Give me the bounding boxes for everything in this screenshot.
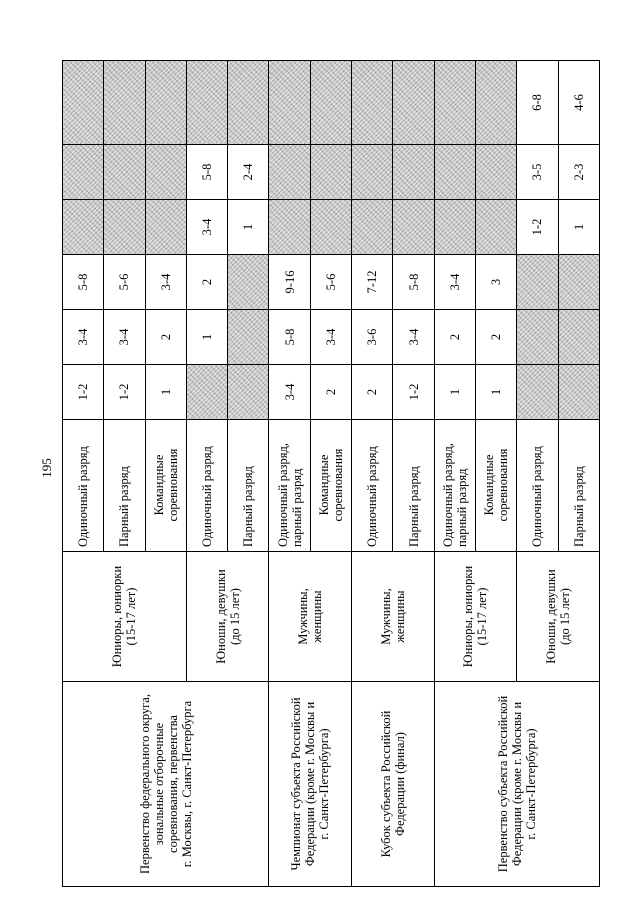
place-cell: 1	[558, 200, 599, 255]
age-group-line: Мужчины,	[378, 588, 393, 645]
place-cell: 2-4	[228, 145, 269, 200]
ranking-table	[62, 60, 600, 887]
place-cell	[310, 145, 351, 200]
discipline-cell	[517, 420, 558, 552]
age-group-line: женщины	[310, 590, 325, 643]
place-cell	[145, 61, 186, 145]
age-group-line: (до 15 лет)	[227, 588, 242, 645]
place-cell: 7-12	[352, 255, 393, 310]
place-cell	[228, 61, 269, 145]
competition-line: Первенство субъекта Российской	[495, 695, 510, 873]
table-row	[434, 61, 475, 887]
competition-cell	[434, 682, 599, 887]
discipline-line: Одиночный разряд,	[440, 443, 455, 547]
place-cell	[269, 200, 310, 255]
discipline-cell	[393, 420, 434, 552]
competition-line: Федерации (кроме г. Москвы и	[509, 701, 524, 867]
discipline-line: парный разряд	[289, 468, 304, 547]
competition-line: Кубок субъекта Российской	[378, 710, 393, 858]
discipline-cell	[145, 420, 186, 552]
place-cell	[475, 145, 516, 200]
discipline-line: Одиночный разряд	[76, 446, 91, 547]
place-cell: 1	[434, 365, 475, 420]
discipline-line: Одиночный разряд	[365, 446, 380, 547]
place-cell: 5-6	[104, 255, 145, 310]
discipline-line: Одиночный разряд	[530, 446, 545, 547]
place-cell	[475, 200, 516, 255]
discipline-line: соревнования	[330, 448, 345, 522]
discipline-line: Парный разряд	[241, 466, 256, 547]
competition-line: Федерации (финал)	[392, 732, 407, 836]
age-group-cell	[434, 552, 517, 682]
discipline-cell	[186, 420, 227, 552]
place-cell	[186, 365, 227, 420]
discipline-line: Парный разряд	[117, 466, 132, 547]
place-cell	[517, 310, 558, 365]
discipline-line: Командные	[482, 454, 497, 516]
place-cell	[63, 61, 104, 145]
place-cell: 1-2	[104, 365, 145, 420]
competition-line: Федерации (кроме г. Москвы и	[303, 701, 318, 867]
discipline-cell	[310, 420, 351, 552]
competition-line: Первенство федерального округа,	[137, 694, 152, 874]
discipline-line: Парный разряд	[406, 466, 421, 547]
competition-line: Чемпионат субъекта Российской	[289, 697, 304, 871]
table-container	[62, 61, 600, 887]
place-cell: 2	[186, 255, 227, 310]
place-cell	[269, 145, 310, 200]
discipline-cell	[558, 420, 599, 552]
place-cell: 5-8	[269, 310, 310, 365]
place-cell	[517, 255, 558, 310]
discipline-line: соревнования	[496, 448, 511, 522]
place-cell	[104, 200, 145, 255]
place-cell: 5-8	[186, 145, 227, 200]
age-group-line: женщины	[392, 590, 407, 643]
competition-line: г. Санкт-Петербурга)	[523, 728, 538, 840]
place-cell	[186, 61, 227, 145]
place-cell	[63, 200, 104, 255]
age-group-cell	[63, 552, 187, 682]
place-cell	[269, 61, 310, 145]
discipline-cell	[269, 420, 310, 552]
age-group-line: Юниоры, юниорки	[461, 565, 476, 668]
place-cell: 1-2	[517, 200, 558, 255]
table-row	[63, 61, 104, 887]
competition-cell	[269, 682, 352, 887]
place-cell: 1	[228, 200, 269, 255]
place-cell	[228, 310, 269, 365]
place-cell	[558, 310, 599, 365]
discipline-cell	[104, 420, 145, 552]
competition-cell	[63, 682, 269, 887]
table-row	[269, 61, 310, 887]
place-cell	[145, 200, 186, 255]
age-group-cell	[352, 552, 435, 682]
place-cell	[228, 255, 269, 310]
age-group-line: Юноши, девушки	[544, 569, 559, 664]
place-cell: 2	[434, 310, 475, 365]
place-cell	[310, 200, 351, 255]
place-cell	[434, 200, 475, 255]
place-cell: 2	[310, 365, 351, 420]
discipline-line: соревнования	[165, 448, 180, 522]
place-cell: 1	[145, 365, 186, 420]
discipline-cell	[228, 420, 269, 552]
place-cell: 4-6	[558, 61, 599, 145]
discipline-cell	[63, 420, 104, 552]
place-cell: 2	[475, 310, 516, 365]
page-number: 195	[39, 458, 54, 478]
place-cell: 9-16	[269, 255, 310, 310]
age-group-line: (15-17 лет)	[475, 587, 490, 646]
place-cell	[352, 61, 393, 145]
table-body	[63, 61, 600, 887]
place-cell	[393, 200, 434, 255]
rotated-table	[62, 61, 600, 887]
place-cell: 1-2	[393, 365, 434, 420]
place-cell: 5-8	[393, 255, 434, 310]
place-cell: 3-4	[145, 255, 186, 310]
place-cell	[434, 61, 475, 145]
place-cell	[145, 145, 186, 200]
place-cell: 3-4	[269, 365, 310, 420]
place-cell: 5-8	[63, 255, 104, 310]
discipline-line: Одиночный разряд,	[275, 443, 290, 547]
competition-line: зональные отборочные	[151, 722, 166, 846]
place-cell	[475, 61, 516, 145]
place-cell: 3-4	[104, 310, 145, 365]
place-cell: 3-4	[434, 255, 475, 310]
discipline-line: Парный разряд	[571, 466, 586, 547]
place-cell	[517, 365, 558, 420]
discipline-line: Командные	[151, 454, 166, 516]
age-group-cell	[517, 552, 600, 682]
place-cell	[352, 145, 393, 200]
place-cell: 2	[352, 365, 393, 420]
age-group-cell	[186, 552, 269, 682]
place-cell	[104, 61, 145, 145]
age-group-cell	[269, 552, 352, 682]
place-cell	[393, 61, 434, 145]
place-cell	[558, 365, 599, 420]
place-cell: 6-8	[517, 61, 558, 145]
age-group-line: (до 15 лет)	[558, 588, 573, 645]
discipline-line: парный разряд	[454, 468, 469, 547]
age-group-line: (15-17 лет)	[124, 587, 139, 646]
table-row	[352, 61, 393, 887]
place-cell: 3	[475, 255, 516, 310]
place-cell: 3-4	[310, 310, 351, 365]
place-cell: 3-4	[393, 310, 434, 365]
discipline-cell	[352, 420, 393, 552]
place-cell	[558, 255, 599, 310]
place-cell: 2	[145, 310, 186, 365]
place-cell: 3-4	[186, 200, 227, 255]
place-cell: 1	[186, 310, 227, 365]
competition-line: г. Москвы, г. Санкт-Петербурга	[179, 700, 194, 868]
age-group-line: Юноши, девушки	[213, 569, 228, 664]
place-cell: 3-6	[352, 310, 393, 365]
competition-line: соревнования, первенства	[165, 715, 180, 853]
place-cell	[63, 145, 104, 200]
place-cell	[310, 61, 351, 145]
place-cell: 1-2	[63, 365, 104, 420]
place-cell	[352, 200, 393, 255]
place-cell: 3-5	[517, 145, 558, 200]
discipline-cell	[475, 420, 516, 552]
place-cell: 5-6	[310, 255, 351, 310]
place-cell	[434, 145, 475, 200]
competition-line: г. Санкт-Петербурга)	[317, 728, 332, 840]
competition-cell	[352, 682, 435, 887]
age-group-line: Мужчины,	[296, 588, 311, 645]
discipline-line: Командные	[316, 454, 331, 516]
discipline-line: Одиночный разряд	[200, 446, 215, 547]
place-cell: 2-3	[558, 145, 599, 200]
place-cell: 3-4	[63, 310, 104, 365]
place-cell: 1	[475, 365, 516, 420]
place-cell	[393, 145, 434, 200]
age-group-line: Юниоры, юниорки	[110, 565, 125, 668]
place-cell	[104, 145, 145, 200]
discipline-cell	[434, 420, 475, 552]
place-cell	[228, 365, 269, 420]
